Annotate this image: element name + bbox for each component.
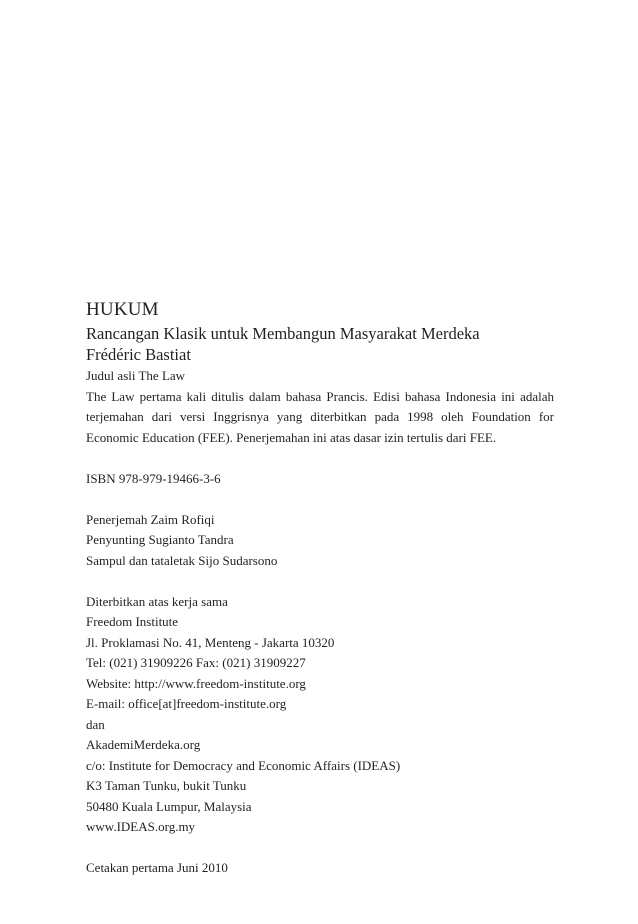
translator-credit: Penerjemah Zaim Rofiqi (86, 511, 215, 527)
spacer (86, 838, 554, 859)
copublisher-website: www.IDEAS.org.my (86, 819, 196, 834)
publisher-phone: Tel: (021) 31909226 Fax: (021) 31909227 (86, 655, 306, 670)
spacer (86, 448, 554, 469)
publisher-website: Website: http://www.freedom-institute.org (86, 675, 306, 691)
publisher-name: Freedom Institute (86, 614, 179, 629)
copublisher-city: 50480 Kuala Lumpur, Malaysia (86, 798, 252, 814)
printing-info: Cetakan pertama Juni 2010 (86, 860, 228, 875)
cover-layout-credit: Sampul dan tataletak Sijo Sudarsono (86, 552, 278, 568)
edition-note-line: The Law pertama kali ditulis dalam bahasa Prancis. Edisi bahasa Indonesia ini adalah (86, 388, 554, 404)
isbn: ISBN 978-979-19466-3-6 (86, 470, 221, 486)
original-title: Judul asli The Law (86, 368, 186, 383)
publisher-email: E-mail: office[at]freedom-institute.org (86, 696, 287, 711)
publisher-intro: Diterbitkan atas kerja sama (86, 593, 228, 609)
colophon-block (86, 299, 554, 879)
edition-note-line: terjemahan dari versi Inggrisnya yang diterbitkan pada 1998 oleh Foundation for (86, 409, 554, 424)
book-title: HUKUM (86, 299, 159, 320)
spacer (86, 571, 554, 592)
copublisher-address: K3 Taman Tunku, bukit Tunku (86, 778, 247, 793)
book-author: Frédéric Bastiat (86, 345, 191, 364)
copublisher-org: c/o: Institute for Democracy and Economic Affairs (IDEAS) (86, 757, 401, 773)
edition-note (86, 387, 554, 449)
edition-note-line: Economic Education (FEE). Penerjemahan ini atas dasar izin tertulis dari FEE. (86, 429, 497, 445)
publisher-address: Jl. Proklamasi No. 41, Menteng - Jakarta 10320 (86, 634, 335, 650)
spacer (86, 489, 554, 510)
copublisher-name: AkademiMerdeka.org (86, 737, 201, 752)
editor-credit: Penyunting Sugianto Tandra (86, 532, 234, 547)
book-subtitle: Rancangan Klasik untuk Membangun Masyarakat Merdeka (86, 324, 480, 343)
conjunction: dan (86, 716, 105, 732)
